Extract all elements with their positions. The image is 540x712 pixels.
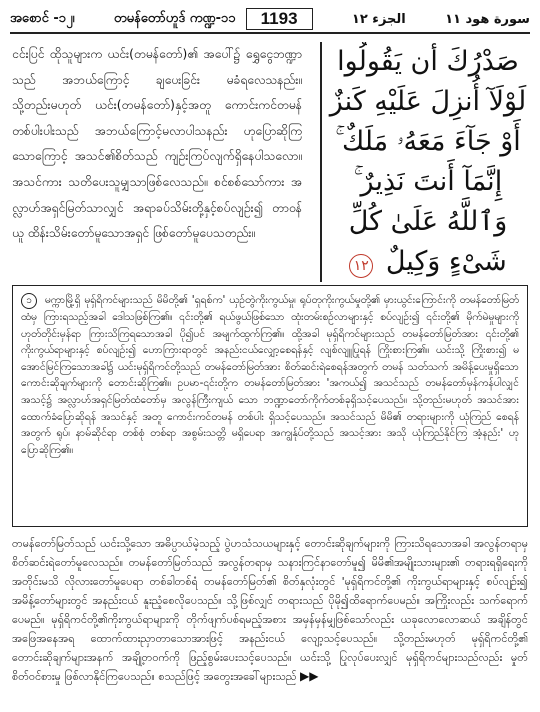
commentary: [12, 534, 528, 706]
surah-label: سورة هود ١١: [445, 11, 530, 27]
footnote-box: [12, 285, 528, 527]
arabic-verse: [328, 42, 528, 282]
header-middle: [114, 8, 313, 30]
verse-translation: ငင်းပြင် ထိုသူများက ယင်း(တမန်တော်)၏ အပေါ်၌ ရွှေငွေဘဏ္ဍာသည် အဘယ်ကြောင့် ချပေးခြင်း မခံရလေသနည်း။ သို့တည်းမဟုတ် ယင်း(တမန်တော်)နှင့်အတူ ကောင်းကင်တမန် တစ်ပါးပါးသည် အဘယ်ကြောင့်မလာပါသနည်း ဟုပြောဆိုကြသောကြောင့် အသင်၏စိတ်သည် ကျဉ်းကြပ်လျက်ရှိနေပါသလော။ အသင်ကား သတိပေးသူမျှသာဖြစ်လေသည်။ စင်စစ်သော်ကား အလ္လာဟ်အရှင်မြတ်သာလျှင် အရာခပ်သိမ်းတို့နှင့်စပ်လျဉ်း၍ တာဝန်ယူ ထိန်းသိမ်းတော်မူသောအရှင် ဖြစ်တော်မူပေသတည်း။: [12, 47, 302, 241]
footnote-text: မက္ကာမြို့ရှိ မုရှ်ရိကင်များသည် မိမိတို့၏ 'ရှရစ်က' ယှဉ်တွဲကိုးကွယ်မှု၊ ရုပ်တုကိုးကွယ်မှုတို့၏ မှားယွင်းကြောင်းကို တမန်တော်မြတ်ထံမှ ကြားရသည့်အခါ ဒေါသဖြစ်ကြ၏။ ၎င်းတို့၏ ရယ်ဖွယ်ဖြစ်သော ထုံးတမ်းစဉ်လာများနှင့် စပ်လျဉ်း၍ ၎င်းတို့၏ မိုက်မဲမှုများကို ဟုတ်တိုင်းမှန်ရာ ကြားသိကြရသောအခါ ပို၍ပင် အမျက်ထွက်ကြ၏။ ထို့အခါ မုရှ်ရိကင်များသည် တမန်တော်မြတ်အား ၎င်းတို့၏ ကိုးကွယ်ရာများနှင့် စပ်လျဉ်း၍ ဟောကြားရာတွင် အနည်းငယ်လျှော့စေရန်နှင့် လျစ်လျူပြုရန် ကြိုးစားကြ၏။ ယင်းသို့ ကြိုးစား၍ မအောင်မြင်ကြသောအခါ၌ ယင်းမုရှ်ရိကင်တို့သည် တမန်တော်မြတ်အား စိတ်ဆင်းရဲစေရန်အတွက် တမန် သတ်သက် အမိန့်ပေးမှုရှိသော ကောင်းဆိုချက်များကို တောင်းဆိုကြ၏။ ဥပမာ-၎င်းတို့က တမန်တော်မြတ်အား 'အကယ်၍ အသင်သည် တမန်တော်မှန်ကန်ပါလျှင် အသင့်၌ အလ္လာဟ်အရှင်မြတ်ထံတော်မှ အလွန်ကြီးကျယ် သော ဘဏ္ဍာတော်ကိုက်တစ်ခုရှိသင့်ပေသည်။ သို့တည်းမဟုတ် အသင်အား ထောက်ခံပြောဆိုရန် အသင်နှင့် အတူ ကောင်းကင်တမန် တစ်ပါး ရှိသင့်ပေသည်။ အသင်သည် မိမိ၏ တရားများကို ယုံကြည် စေရန်အတွက် ရုပ်၊ နာမ်ဆိုင်ရာ တစ်စုံ တစ်ရာ အစွမ်းသတ္တိ မရှိပေရာ အကျွန်ုပ်တို့သည် အသင့်အား အသို ယုံကြည်နိုင်ကြ အံ့နည်း' ဟု ပြောဆိုကြ၏။: [21, 294, 519, 456]
page-header: [10, 6, 530, 34]
footnote-number: ၁: [21, 293, 37, 309]
verse-section: [12, 42, 528, 282]
ayah-number-marker: ١٢: [349, 254, 373, 278]
juz-label: الجزء ١٢: [351, 11, 406, 27]
volume-label: အစောင် -၁၂၊: [10, 10, 75, 26]
commentary-text: တမန်တော်မြတ်သည် ယင်းသို့သော အဓိပ္ပာယ်မဲ့သည့် ပွဲဟသံသယများနှင့် တောင်းဆိုချက်များကို ကြားသိရသောအခါ အလွန်တရာမှ စိတ်ဆင်းရဲတော်မူလေသည်။ တမန်တော်မြတ်သည် အလွန်တရာမှ သနားကြင်နာတော်မူ၍ မိမိ၏အမျိုးသားများ၏ တရားရရှိရေးကို အတိုင်းမသိ လိုလားတော်မူပေရာ တစ်ခါတစ်ရံ တမန်တော်မြတ်၏ စိတ်နှလုံးတွင် 'မုရှ်ရိကင်တို့၏ ကိုးကွယ်ရာများနှင့် စပ်လျဉ်း၍ အမိန့်တော်များတွင် အနည်းငယ် နူးညံ့စေလိုပေသည်။ သို့ဖြစ်လျှင် တရားသည် ပိုမို၍ထိရောက်ပေမည်။ အကြိုးလည်း သက်ရောက်ပေမည်။ မုရှ်ရိကင်တို့၏ကိုးကွယ်ရာများကို တိုက်ဖျက်ပစ်ရမည့်အစား အမှန်မှန်မျှဖြစ်သော်လည်း ယခုလောလောဆယ် အချိန်တွင် အဖြေအနေအရ ထောက်ထားညှာတာသောအားဖြင့် အနည်းငယ် လျော့သင့်ပေသည်။ သို့တည်းမဟုတ် မုရှ်ရိကင်တို့၏ တောင်းဆိုချက်များအနက် အချို့တဝက်ကို ဖြည့်စွမ်းပေးသင့်ပေသည်။ ယင်းသို့ ပြုလုပ်ပေးလျှင် မုရှ်ရိကင်များသည်လည်း မှုတ်စိတ်ဝင်စားမှု ဖြစ်လာနိုင်ကြပေသည်။ စသည်ဖြင့် အတွေးအခေါ်များသည်: [12, 537, 528, 683]
continue-arrow-icon: ▶▶: [300, 669, 319, 683]
page-number: 1193: [246, 8, 313, 30]
column-divider: [320, 42, 322, 282]
section-title: တမန်တော်ဟူဒ် ကဏ္ဍ-၁၁: [113, 10, 236, 26]
arabic-verse-text: صَدْرُكَ أَن يَقُولُوا لَوْلَآ أُنزِلَ عَلَيْهِ كَنزٌ أَوْ جَآءَ مَعَهُۥ مَلَكٌ ۚ إِنَّمَآ أَنتَ نَذِيرٌ ۚ وَٱللَّهُ عَلَىٰ كُلِّ شَىْءٍ وَكِيلٌ: [329, 46, 527, 277]
